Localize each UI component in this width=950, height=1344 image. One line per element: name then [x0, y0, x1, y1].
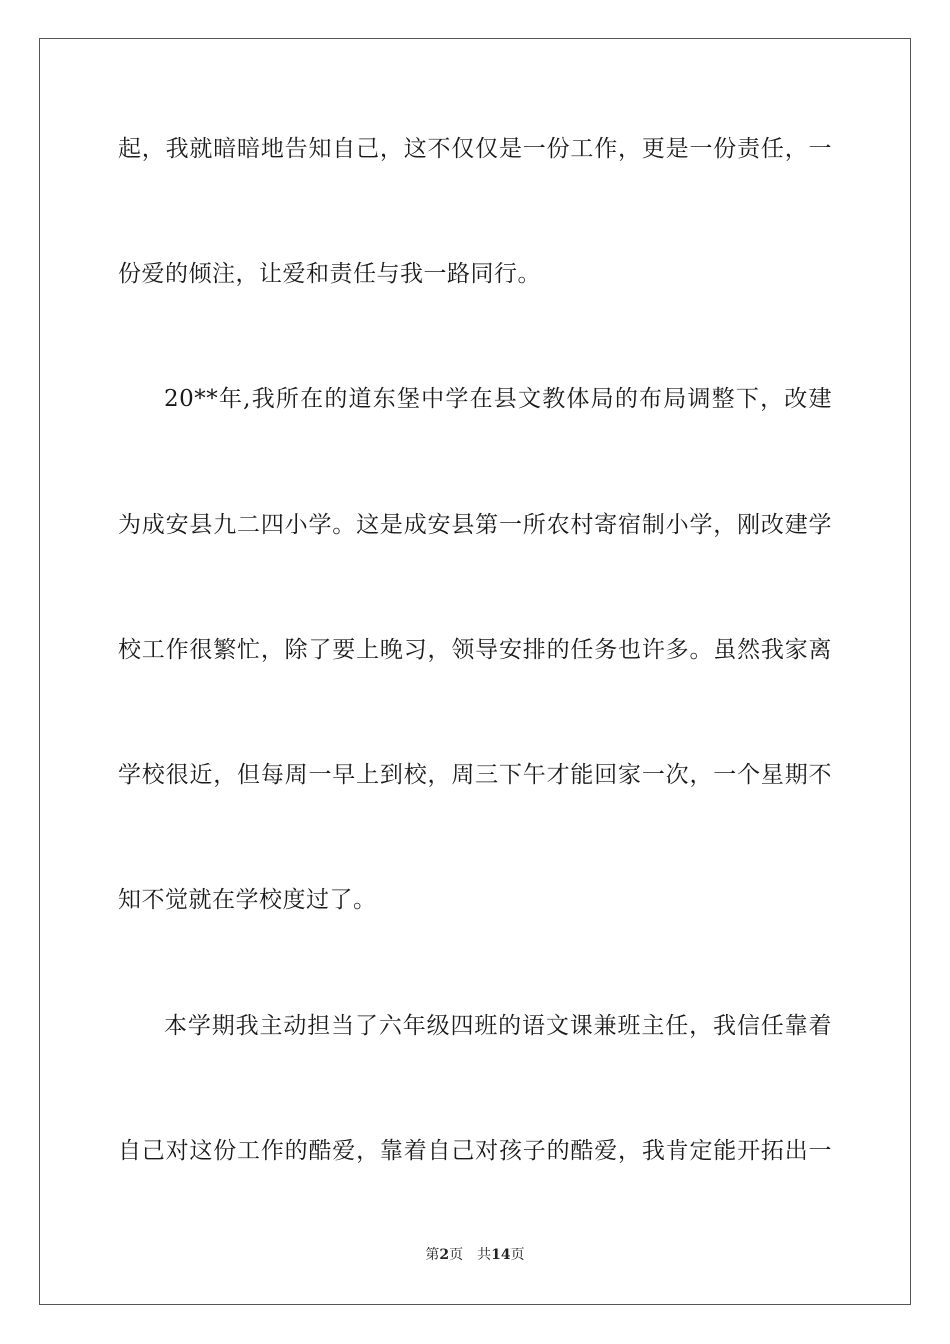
- page-number: 2: [439, 1247, 450, 1263]
- paragraph-first-line: 本学期我主动担当了六年级四班的语文课兼班主任，我信任靠着: [164, 1013, 832, 1039]
- page-prefix: 第: [425, 1247, 440, 1263]
- total-suffix: 页: [510, 1247, 525, 1263]
- paragraph-first-line: 20**年,我所在的道东堡中学在县文教体局的布局调整下，改建: [164, 386, 832, 412]
- total-pages: 14: [491, 1247, 511, 1263]
- body-text-line: 自己对这份工作的酷爱，靠着自己对孩子的酷爱，我肯定能开拓出一: [118, 1138, 832, 1164]
- body-text-line: 知不觉就在学校度过了。: [118, 887, 377, 913]
- total-prefix: 共: [477, 1247, 492, 1263]
- body-text-line: 份爱的倾注，让爱和责任与我一路同行。: [118, 261, 541, 287]
- body-text-line: 校工作很繁忙，除了要上晚习，领导安排的任务也许多。虽然我家离: [118, 637, 832, 663]
- body-text-line: 学校很近，但每周一早上到校，周三下午才能回家一次，一个星期不: [118, 762, 832, 788]
- body-text-line: 起，我就暗暗地告知自己，这不仅仅是一份工作，更是一份责任，一: [118, 136, 832, 162]
- page-footer: [0, 1246, 950, 1264]
- body-text-line: 为成安县九二四小学。这是成安县第一所农村寄宿制小学，刚改建学: [118, 512, 832, 538]
- page-suffix: 页: [449, 1247, 464, 1263]
- page-frame: [39, 38, 911, 1305]
